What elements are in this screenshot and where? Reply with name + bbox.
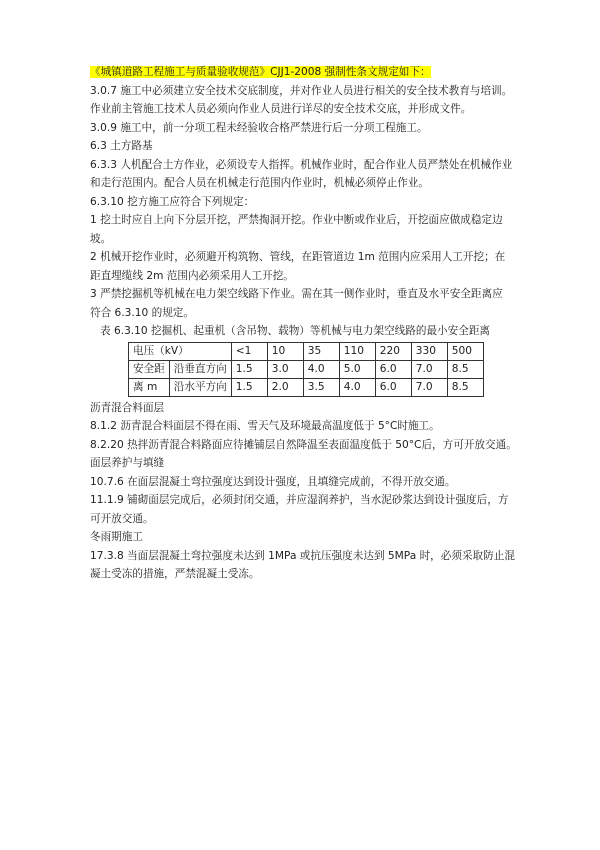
clause-6-3-3-cont: 和走行范围内。配合人员在机械走行范围内作业时，机械必须停止作业。 <box>90 177 429 189</box>
rule-3: 3 严禁挖掘机等机械在电力架空线路下作业。需在其一侧作业时，垂直及水平安全距离应 <box>90 288 503 300</box>
row-label: 沿水平方向 <box>169 378 231 396</box>
table-cell: 8.5 <box>447 378 483 396</box>
voltage-cell: 330 <box>411 342 447 360</box>
rule-3-cont: 符合 6.3.10 的规定。 <box>90 306 194 319</box>
clause-6-3-10: 6.3.10 挖方施工应符合下列规定： <box>90 195 255 208</box>
voltage-cell: 35 <box>303 342 339 360</box>
group-label: 安全距 <box>129 360 170 378</box>
voltage-cell: 10 <box>267 342 303 360</box>
voltage-cell: 220 <box>375 342 411 360</box>
voltage-cell: 110 <box>339 342 375 360</box>
clause-11-1-9-cont: 可开放交通。 <box>90 512 154 525</box>
table-cell: 4.0 <box>303 360 339 378</box>
section-heading-earthwork: 6.3 土方路基 <box>90 140 153 152</box>
clause-8-2-20: 8.2.20 热拌沥青混合料路面应待摊铺层自然降温至表面温度低于 50°C后，方可开放交通。 <box>90 438 517 451</box>
document-body <box>90 63 530 584</box>
clause-3-0-9: 3.0.9 施工中，前一分项工程未经验收合格严禁进行后一分项工程施工。 <box>90 121 428 134</box>
table-cell: 7.0 <box>411 378 447 396</box>
rule-2-cont: 距直埋缆线 2m 范围内必须采用人工开挖。 <box>90 269 294 282</box>
section-heading-winter: 冬雨期施工 <box>90 531 143 543</box>
rule-1: 1 挖土时应自上向下分层开挖，严禁掏洞开挖。作业中断或作业后，开挖面应做成稳定边 <box>90 214 503 226</box>
table-cell: 6.0 <box>375 360 411 378</box>
voltage-cell: 500 <box>447 342 483 360</box>
table-cell: 8.5 <box>447 360 483 378</box>
row-label: 沿垂直方向 <box>169 360 231 378</box>
clause-17-3-8-cont: 凝土受冻的措施，严禁混凝土受冻。 <box>90 568 260 580</box>
table-cell: 1.5 <box>231 360 267 378</box>
safety-distance-table <box>128 342 484 397</box>
table-cell: 5.0 <box>339 360 375 378</box>
table-cell: 7.0 <box>411 360 447 378</box>
voltage-cell: <1 <box>231 342 267 360</box>
table-row <box>129 378 484 396</box>
clause-17-3-8: 17.3.8 当面层混凝土弯拉强度未达到 1MPa 或抗压强度未达到 5MPa 时，必须采取防止混 <box>90 549 515 562</box>
clause-6-3-3: 6.3.3 人机配合土方作业，必须设专人指挥。机械作业时，配合作业人员严禁处在机械作业 <box>90 158 513 171</box>
table-cell: 2.0 <box>267 378 303 396</box>
table-header-row <box>129 342 484 360</box>
intro-line <box>90 63 530 82</box>
voltage-header: 电压（kV） <box>129 342 232 360</box>
highlighted-title: 《城镇道路工程施工与质量验收规范》CJJ1-2008 强制性条文规定如下： <box>90 66 431 78</box>
clause-3-0-7: 3.0.7 施工中必须建立安全技术交底制度，并对作业人员进行相关的安全技术教育与培训。 <box>90 84 513 97</box>
table-row <box>129 360 484 378</box>
clause-11-1-9: 11.1.9 铺砌面层完成后，必须封闭交通，并应湿润养护，当水泥砂浆达到设计强度后，方 <box>90 494 509 506</box>
clause-3-0-7-cont: 作业前主管施工技术人员必须向作业人员进行详尽的安全技术交底，并形成文件。 <box>90 103 472 115</box>
table-cell: 1.5 <box>231 378 267 396</box>
clause-10-7-6: 10.7.6 在面层混凝土弯拉强度达到设计强度，且填缝完成前，不得开放交通。 <box>90 475 456 488</box>
table-cell: 3.5 <box>303 378 339 396</box>
table-caption: 表 6.3.10 挖掘机、起重机（含吊物、载物）等机械与电力架空线路的最小安全距离 <box>100 325 491 337</box>
clause-8-1-2: 8.1.2 沥青混合料面层不得在雨、雪天气及环境最高温度低于 5°C时施工。 <box>90 420 440 432</box>
rule-1-cont: 坡。 <box>90 232 112 245</box>
group-label: 离 m <box>129 378 170 396</box>
table-cell: 4.0 <box>339 378 375 396</box>
table-cell: 3.0 <box>267 360 303 378</box>
rule-2: 2 机械开挖作业时，必须避开构筑物、管线，在距管道边 1m 范围内应采用人工开挖；在 <box>90 251 506 263</box>
section-heading-curing: 面层养护与填缝 <box>90 457 165 469</box>
section-heading-asphalt: 沥青混合料面层 <box>90 401 165 414</box>
table-cell: 6.0 <box>375 378 411 396</box>
